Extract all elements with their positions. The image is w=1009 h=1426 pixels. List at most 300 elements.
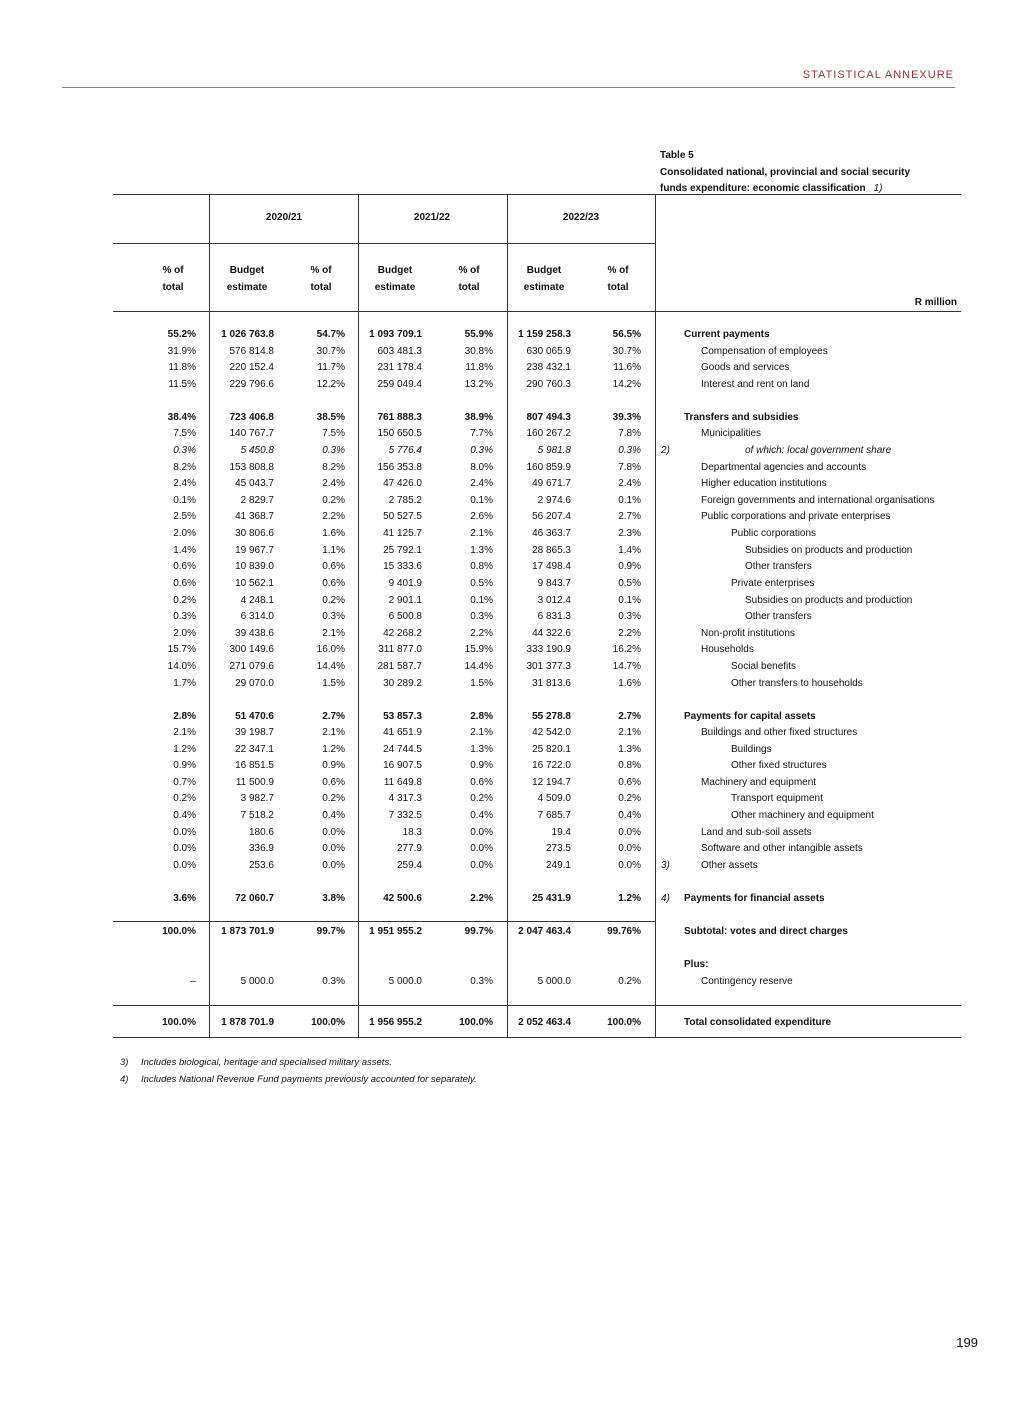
cell-percent: 7.7% bbox=[470, 428, 493, 439]
row-label: Buildings bbox=[731, 744, 772, 755]
cell-amount: 41 368.7 bbox=[235, 511, 274, 522]
table-top-rule bbox=[113, 194, 961, 195]
cell-percent: 0.9% bbox=[470, 760, 493, 771]
cell-percent: 0.9% bbox=[322, 760, 345, 771]
cell-percent: 0.9% bbox=[173, 760, 196, 771]
row-label: Higher education institutions bbox=[701, 478, 827, 489]
cell-percent: 0.0% bbox=[618, 827, 641, 838]
cell-percent: 0.1% bbox=[618, 495, 641, 506]
cell-amount: 180.6 bbox=[248, 827, 274, 838]
cell-percent: 0.1% bbox=[470, 595, 493, 606]
table-row bbox=[0, 511, 1009, 527]
cell-amount: 10 562.1 bbox=[235, 578, 274, 589]
cell-amount: 16 907.5 bbox=[383, 760, 422, 771]
cell-percent: 8.2% bbox=[173, 462, 196, 473]
cell-percent: 0.3% bbox=[618, 445, 641, 456]
cell-percent: 2.1% bbox=[173, 727, 196, 738]
cell-percent: 100.0% bbox=[311, 1017, 345, 1028]
table-row bbox=[0, 644, 1009, 660]
cell-amount: 2 901.1 bbox=[388, 595, 422, 606]
table-row bbox=[0, 346, 1009, 362]
row-label: Public corporations bbox=[731, 528, 817, 539]
cell-percent: 0.6% bbox=[322, 777, 345, 788]
cell-amount: 5 000.0 bbox=[388, 976, 422, 987]
cell-percent: 100.0% bbox=[459, 1017, 493, 1028]
cell-amount: 45 043.7 bbox=[235, 478, 274, 489]
cell-amount: 156 353.8 bbox=[377, 462, 422, 473]
cell-percent: 2.4% bbox=[173, 478, 196, 489]
cell-percent: 0.2% bbox=[470, 793, 493, 804]
cell-amount: 5 000.0 bbox=[537, 976, 571, 987]
cell-amount: 6 500.8 bbox=[388, 611, 422, 622]
cell-percent: 7.8% bbox=[618, 462, 641, 473]
cell-amount: 18.3 bbox=[402, 827, 422, 838]
cell-percent: 0.2% bbox=[322, 495, 345, 506]
row-label: Other transfers bbox=[745, 561, 812, 572]
cell-amount: 41 651.9 bbox=[383, 727, 422, 738]
table-row bbox=[0, 578, 1009, 594]
cell-percent: 1.2% bbox=[618, 893, 641, 904]
cell-amount: 153 808.8 bbox=[229, 462, 274, 473]
cell-amount: 4 317.3 bbox=[388, 793, 422, 804]
cell-amount: 25 820.1 bbox=[532, 744, 571, 755]
cell-percent: 1.4% bbox=[618, 545, 641, 556]
cell-amount: 11 500.9 bbox=[235, 777, 274, 788]
row-label: Other machinery and equipment bbox=[731, 810, 874, 821]
row-label: Foreign governments and international organisations bbox=[701, 495, 935, 506]
cell-percent: 0.0% bbox=[470, 860, 493, 871]
cell-percent: 54.7% bbox=[316, 329, 345, 340]
row-label: Payments for financial assets bbox=[684, 893, 825, 904]
cell-amount: 30 806.6 bbox=[235, 528, 274, 539]
cell-amount: 46 363.7 bbox=[532, 528, 571, 539]
cell-amount: 7 685.7 bbox=[537, 810, 571, 821]
table-row bbox=[0, 860, 1009, 876]
cell-percent: 0.0% bbox=[618, 843, 641, 854]
cell-percent: 0.3% bbox=[618, 611, 641, 622]
cell-percent: 0.2% bbox=[618, 976, 641, 987]
cell-amount: 12 194.7 bbox=[532, 777, 571, 788]
row-label: Non-profit institutions bbox=[701, 628, 795, 639]
table-caption bbox=[660, 148, 910, 198]
table-row bbox=[0, 727, 1009, 743]
cell-percent: 99.7% bbox=[464, 926, 493, 937]
cell-amount: 19 967.7 bbox=[235, 545, 274, 556]
cell-percent: 2.5% bbox=[173, 511, 196, 522]
cell-percent: 38.5% bbox=[316, 412, 345, 423]
cell-amount: 1 159 258.3 bbox=[518, 329, 571, 340]
table-row bbox=[0, 428, 1009, 444]
cell-amount: 19.4 bbox=[551, 827, 571, 838]
cell-amount: 723 406.8 bbox=[229, 412, 274, 423]
cell-amount: 576 814.8 bbox=[229, 346, 274, 357]
row-label: Households bbox=[701, 644, 754, 655]
year-heading: 2021/22 bbox=[413, 212, 451, 223]
row-label: Land and sub-soil assets bbox=[701, 827, 812, 838]
cell-amount: 333 190.9 bbox=[526, 644, 571, 655]
cell-amount: 277.9 bbox=[396, 843, 422, 854]
table-row bbox=[0, 678, 1009, 694]
cell-amount: 259 049.4 bbox=[377, 379, 422, 390]
cell-percent: 0.1% bbox=[470, 495, 493, 506]
table-row bbox=[0, 329, 1009, 345]
cell-amount: 630 065.9 bbox=[526, 346, 571, 357]
cell-amount: 22 347.1 bbox=[235, 744, 274, 755]
cell-percent: 0.3% bbox=[470, 976, 493, 987]
cell-amount: 238 432.1 bbox=[526, 362, 571, 373]
table-title-line-1: Consolidated national, provincial and social security bbox=[660, 166, 911, 178]
row-label: Interest and rent on land bbox=[701, 379, 810, 390]
table-row bbox=[0, 744, 1009, 760]
cell-percent: 14.4% bbox=[464, 661, 493, 672]
cell-percent: 8.0% bbox=[470, 462, 493, 473]
table-row bbox=[0, 611, 1009, 627]
cell-percent: 0.6% bbox=[618, 777, 641, 788]
column-header-rule bbox=[113, 311, 961, 312]
row-label: Plus: bbox=[684, 959, 709, 970]
cell-percent: 0.0% bbox=[470, 827, 493, 838]
cell-percent: 0.2% bbox=[322, 595, 345, 606]
year-heading: 2022/23 bbox=[562, 212, 600, 223]
cell-percent: 30.8% bbox=[464, 346, 493, 357]
cell-amount: 3 982.7 bbox=[240, 793, 274, 804]
cell-amount: 17 498.4 bbox=[532, 561, 571, 572]
cell-percent: 2.8% bbox=[470, 711, 493, 722]
cell-amount: 39 198.7 bbox=[235, 727, 274, 738]
row-label: Current payments bbox=[684, 329, 770, 340]
cell-percent: 0.8% bbox=[618, 760, 641, 771]
cell-percent: 0.2% bbox=[173, 793, 196, 804]
table-row bbox=[0, 711, 1009, 727]
cell-amount: 1 878 701.9 bbox=[221, 1017, 274, 1028]
table-row bbox=[0, 1017, 1009, 1033]
cell-percent: 1.2% bbox=[173, 744, 196, 755]
cell-percent: 1.3% bbox=[470, 545, 493, 556]
cell-amount: 7 518.2 bbox=[240, 810, 274, 821]
cell-amount: 253.6 bbox=[248, 860, 274, 871]
cell-amount: 15 333.6 bbox=[383, 561, 422, 572]
cell-amount: 31 813.6 bbox=[532, 678, 571, 689]
table-row bbox=[0, 561, 1009, 577]
cell-percent: 30.7% bbox=[316, 346, 345, 357]
table-row bbox=[0, 495, 1009, 511]
cell-amount: 160 859.9 bbox=[526, 462, 571, 473]
cell-percent: 0.4% bbox=[322, 810, 345, 821]
row-label: Payments for capital assets bbox=[684, 711, 816, 722]
row-label: Total consolidated expenditure bbox=[684, 1017, 832, 1028]
cell-percent: 0.2% bbox=[618, 793, 641, 804]
cell-percent: 8.2% bbox=[322, 462, 345, 473]
table-row bbox=[0, 445, 1009, 461]
cell-amount: 5 450.8 bbox=[240, 445, 274, 456]
table-row bbox=[0, 362, 1009, 378]
cell-percent: 0.5% bbox=[470, 578, 493, 589]
subtotal-top-rule bbox=[113, 921, 655, 922]
cell-percent: 14.7% bbox=[612, 661, 641, 672]
cell-percent: 15.7% bbox=[167, 644, 196, 655]
cell-amount: 41 125.7 bbox=[383, 528, 422, 539]
cell-percent: 55.2% bbox=[167, 329, 196, 340]
cell-percent: 0.3% bbox=[173, 445, 196, 456]
col-head-budget: Budget estimate bbox=[226, 265, 268, 293]
cell-percent: 2.7% bbox=[618, 511, 641, 522]
cell-percent: 0.6% bbox=[173, 578, 196, 589]
cell-percent: 11.8% bbox=[168, 362, 196, 373]
table-row bbox=[0, 777, 1009, 793]
cell-amount: 160 267.2 bbox=[526, 428, 571, 439]
cell-percent: 0.2% bbox=[322, 793, 345, 804]
cell-percent: 1.3% bbox=[470, 744, 493, 755]
cell-percent: 2.1% bbox=[470, 528, 493, 539]
cell-percent: 2.0% bbox=[173, 628, 196, 639]
cell-percent: 2.2% bbox=[618, 628, 641, 639]
cell-amount: 603 481.3 bbox=[377, 346, 422, 357]
row-label: Other transfers to households bbox=[731, 678, 863, 689]
cell-amount: 47 426.0 bbox=[383, 478, 422, 489]
cell-percent: 1.1% bbox=[322, 545, 345, 556]
table-row bbox=[0, 827, 1009, 843]
cell-percent: 99.7% bbox=[316, 926, 345, 937]
page-number: 199 bbox=[956, 1335, 978, 1350]
cell-percent: 2.4% bbox=[470, 478, 493, 489]
cell-percent: 0.0% bbox=[322, 860, 345, 871]
cell-amount: 4 509.0 bbox=[537, 793, 571, 804]
cell-amount: 55 278.8 bbox=[532, 711, 571, 722]
row-label: Goods and services bbox=[701, 362, 790, 373]
cell-percent: 1.5% bbox=[322, 678, 345, 689]
row-label: Departmental agencies and accounts bbox=[701, 462, 867, 473]
cell-amount: 30 289.2 bbox=[383, 678, 422, 689]
cell-percent: 11.7% bbox=[317, 362, 345, 373]
cell-percent: 38.4% bbox=[167, 412, 196, 423]
cell-percent: 2.4% bbox=[618, 478, 641, 489]
cell-percent: 0.7% bbox=[173, 777, 196, 788]
cell-amount: 42 542.0 bbox=[532, 727, 571, 738]
cell-percent: 3.8% bbox=[322, 893, 345, 904]
col-head-pct: % of total bbox=[310, 265, 332, 293]
cell-amount: 301 377.3 bbox=[526, 661, 571, 672]
cell-amount: 3 012.4 bbox=[537, 595, 571, 606]
cell-percent: 0.6% bbox=[322, 561, 345, 572]
cell-percent: 2.3% bbox=[618, 528, 641, 539]
year-header-rule bbox=[113, 243, 655, 244]
row-label: Transport equipment bbox=[731, 793, 823, 804]
table-row bbox=[0, 628, 1009, 644]
cell-percent: 0.0% bbox=[470, 843, 493, 854]
cell-amount: 220 152.4 bbox=[229, 362, 274, 373]
row-label: of which: local government share bbox=[745, 445, 892, 456]
cell-amount: 290 760.3 bbox=[526, 379, 571, 390]
cell-amount: 273.5 bbox=[545, 843, 571, 854]
table-row bbox=[0, 412, 1009, 428]
cell-percent: 1.2% bbox=[322, 744, 345, 755]
col-head-pct: % of total bbox=[162, 265, 184, 293]
table-row bbox=[0, 893, 1009, 909]
cell-percent: 0.1% bbox=[618, 595, 641, 606]
cell-amount: 44 322.6 bbox=[532, 628, 571, 639]
cell-percent: 0.6% bbox=[173, 561, 196, 572]
cell-percent: 7.5% bbox=[173, 428, 196, 439]
cell-amount: 229 796.6 bbox=[229, 379, 274, 390]
table-row bbox=[0, 843, 1009, 859]
cell-amount: 49 671.7 bbox=[532, 478, 571, 489]
cell-amount: 807 494.3 bbox=[526, 412, 571, 423]
cell-amount: 311 877.0 bbox=[378, 644, 422, 655]
cell-percent: 0.0% bbox=[173, 827, 196, 838]
cell-amount: 249.1 bbox=[545, 860, 571, 871]
unit-label: R million bbox=[914, 297, 957, 308]
cell-amount: 24 744.5 bbox=[383, 744, 422, 755]
cell-percent: 0.8% bbox=[470, 561, 493, 572]
row-label: Social benefits bbox=[731, 661, 797, 672]
cell-amount: 2 829.7 bbox=[240, 495, 274, 506]
col-head-budget: Budget estimate bbox=[523, 265, 565, 293]
cell-percent: 2.2% bbox=[322, 511, 345, 522]
cell-amount: 140 767.7 bbox=[229, 428, 274, 439]
cell-percent: 11.8% bbox=[465, 362, 493, 373]
table-row bbox=[0, 595, 1009, 611]
cell-amount: 42 268.2 bbox=[383, 628, 422, 639]
cell-percent: 2.1% bbox=[618, 727, 641, 738]
table-bottom-rule bbox=[113, 1037, 961, 1038]
cell-amount: 11 649.8 bbox=[383, 777, 422, 788]
row-footnote-ref: 2) bbox=[661, 445, 670, 456]
cell-percent: 1.6% bbox=[618, 678, 641, 689]
row-footnote-ref: 4) bbox=[661, 893, 670, 904]
footnote: 4) Includes National Revenue Fund payments previously accounted for separately. bbox=[120, 1074, 477, 1085]
col-head-pct: % of total bbox=[607, 265, 629, 293]
cell-percent: 7.5% bbox=[322, 428, 345, 439]
col-head-budget: Budget estimate bbox=[374, 265, 416, 293]
cell-percent: 56.5% bbox=[612, 329, 641, 340]
cell-amount: 16 851.5 bbox=[235, 760, 274, 771]
cell-amount: 72 060.7 bbox=[235, 893, 274, 904]
row-label: Other fixed structures bbox=[731, 760, 827, 771]
cell-percent: 1.4% bbox=[173, 545, 196, 556]
cell-percent: 2.1% bbox=[322, 628, 345, 639]
cell-percent: 13.2% bbox=[464, 379, 493, 390]
cell-percent: 7.8% bbox=[618, 428, 641, 439]
cell-amount: 2 974.6 bbox=[537, 495, 571, 506]
cell-amount: 300 149.6 bbox=[229, 644, 274, 655]
cell-percent: 2.1% bbox=[322, 727, 345, 738]
cell-amount: 2 785.2 bbox=[388, 495, 422, 506]
cell-percent: 38.9% bbox=[464, 412, 493, 423]
cell-amount: 281 587.7 bbox=[377, 661, 422, 672]
header-section-title: STATISTICAL ANNEXURE bbox=[802, 69, 954, 81]
cell-percent: 39.3% bbox=[612, 412, 641, 423]
cell-amount: 28 865.3 bbox=[532, 545, 571, 556]
cell-amount: 6 831.3 bbox=[537, 611, 571, 622]
cell-percent: 0.3% bbox=[470, 445, 493, 456]
row-label: Other assets bbox=[701, 860, 758, 871]
cell-amount: 25 431.9 bbox=[532, 893, 571, 904]
cell-percent: 0.0% bbox=[322, 827, 345, 838]
cell-amount: 2 052 463.4 bbox=[518, 1017, 571, 1028]
cell-amount: 9 401.9 bbox=[388, 578, 422, 589]
cell-percent: 0.0% bbox=[618, 860, 641, 871]
cell-amount: 5 981.8 bbox=[537, 445, 571, 456]
cell-percent: 14.4% bbox=[316, 661, 345, 672]
cell-percent: 0.3% bbox=[173, 611, 196, 622]
cell-percent: 1.7% bbox=[173, 678, 196, 689]
cell-percent: 100.0% bbox=[162, 926, 196, 937]
cell-percent: 0.0% bbox=[322, 843, 345, 854]
header-rule bbox=[62, 87, 955, 88]
cell-amount: 25 792.1 bbox=[383, 545, 422, 556]
table-number: Table 5 bbox=[660, 150, 694, 161]
cell-amount: 150 650.5 bbox=[377, 428, 422, 439]
cell-percent: 14.2% bbox=[612, 379, 641, 390]
cell-amount: 271 079.6 bbox=[229, 661, 274, 672]
cell-amount: 50 527.5 bbox=[383, 511, 422, 522]
total-top-rule bbox=[113, 1005, 961, 1006]
table-row bbox=[0, 528, 1009, 544]
cell-percent: 2.2% bbox=[470, 893, 493, 904]
row-label: Municipalities bbox=[701, 428, 762, 439]
cell-percent: 2.1% bbox=[470, 727, 493, 738]
cell-percent: 100.0% bbox=[162, 1017, 196, 1028]
cell-amount: 51 470.6 bbox=[235, 711, 274, 722]
cell-amount: 39 438.6 bbox=[235, 628, 274, 639]
row-label: Machinery and equipment bbox=[701, 777, 817, 788]
cell-percent: 99.76% bbox=[607, 926, 641, 937]
cell-percent: 31.9% bbox=[167, 346, 196, 357]
table-row bbox=[0, 926, 1009, 942]
cell-percent: 0.0% bbox=[173, 843, 196, 854]
table-row bbox=[0, 545, 1009, 561]
cell-amount: 2 047 463.4 bbox=[518, 926, 571, 937]
table-row bbox=[0, 379, 1009, 395]
table-title-line-2: funds expenditure: economic classification 1) bbox=[660, 183, 883, 194]
cell-percent: 0.6% bbox=[322, 578, 345, 589]
cell-percent: 12.2% bbox=[316, 379, 345, 390]
cell-percent: 100.0% bbox=[607, 1017, 641, 1028]
table-row bbox=[0, 976, 1009, 992]
cell-amount: 10 839.0 bbox=[235, 561, 274, 572]
cell-percent: 11.6% bbox=[613, 362, 641, 373]
table-row bbox=[0, 462, 1009, 478]
cell-percent: 15.9% bbox=[464, 644, 493, 655]
cell-percent: 0.5% bbox=[618, 578, 641, 589]
cell-percent: 0.4% bbox=[173, 810, 196, 821]
cell-amount: 56 207.4 bbox=[532, 511, 571, 522]
cell-amount: 6 314.0 bbox=[240, 611, 274, 622]
cell-percent: 0.1% bbox=[173, 495, 196, 506]
col-head-pct: % of total bbox=[458, 265, 480, 293]
cell-percent: 0.4% bbox=[618, 810, 641, 821]
cell-amount: 761 888.3 bbox=[377, 412, 422, 423]
table-row bbox=[0, 810, 1009, 826]
cell-amount: 53 857.3 bbox=[383, 711, 422, 722]
row-label: Other transfers bbox=[745, 611, 812, 622]
cell-amount: 4 248.1 bbox=[240, 595, 274, 606]
year-heading: 2020/21 bbox=[265, 212, 303, 223]
row-label: Subsidies on products and production bbox=[745, 595, 913, 606]
table-row bbox=[0, 793, 1009, 809]
cell-percent: 2.8% bbox=[173, 711, 196, 722]
row-label: Contingency reserve bbox=[701, 976, 793, 987]
row-footnote-ref: 3) bbox=[661, 860, 670, 871]
row-label: Public corporations and private enterprises bbox=[701, 511, 891, 522]
cell-percent: 11.5% bbox=[168, 379, 196, 390]
cell-percent: 0.3% bbox=[470, 611, 493, 622]
cell-amount: 1 026 763.8 bbox=[221, 329, 274, 340]
row-label: Subtotal: votes and direct charges bbox=[684, 926, 848, 937]
cell-percent: 16.2% bbox=[612, 644, 641, 655]
cell-amount: 1 873 701.9 bbox=[221, 926, 274, 937]
cell-percent: 2.2% bbox=[470, 628, 493, 639]
